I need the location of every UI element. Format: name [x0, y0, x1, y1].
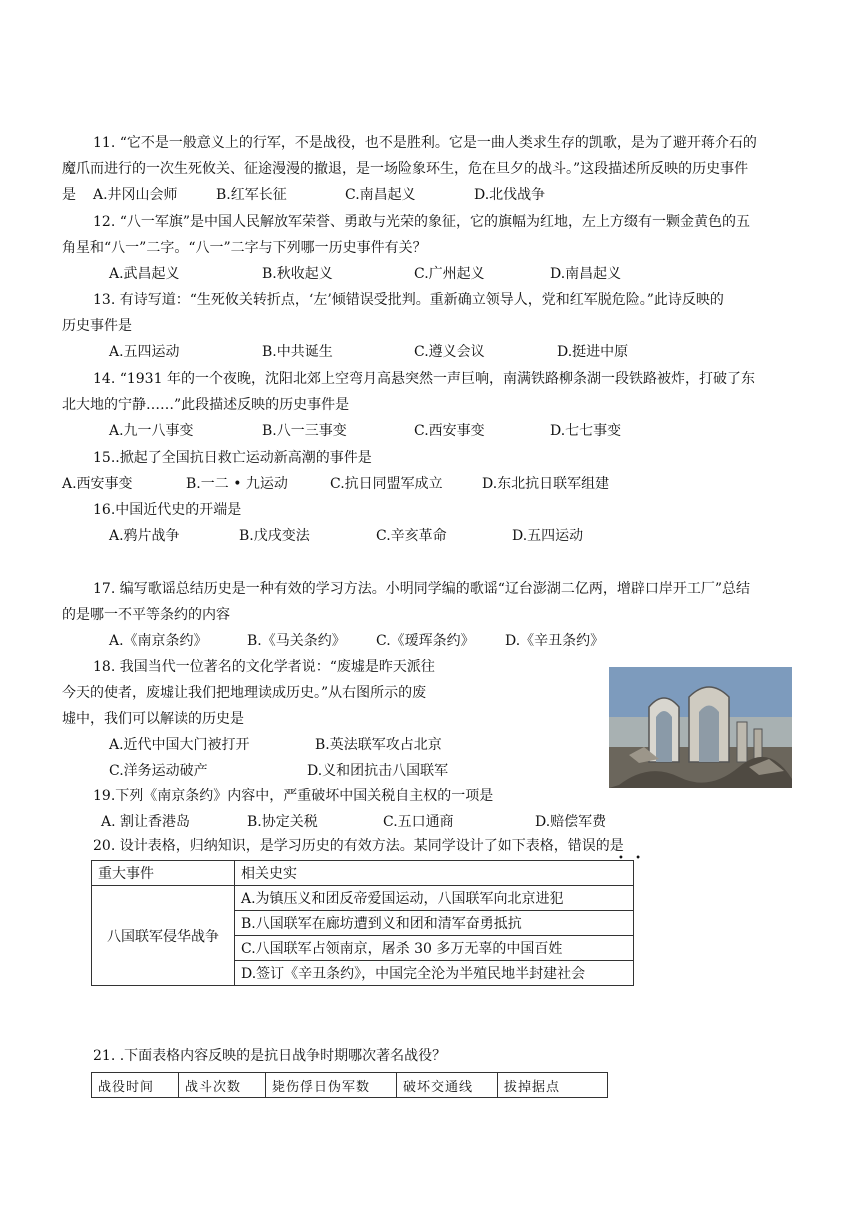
q18-option-d[interactable]: D.义和团抗击八国联军	[307, 763, 449, 779]
q17-option-c[interactable]: C.《瑷珲条约》	[376, 633, 475, 649]
q11-option-c[interactable]: C.南昌起义	[345, 187, 416, 203]
q14-line-1: 14. “1931 年的一个夜晚，沈阳北郊上空弯月高悬突然一声巨响，南满铁路柳条湖一段铁路被炸，打破了东	[93, 371, 755, 387]
q17-line-2: 的是哪一不平等条约的内容	[62, 607, 230, 623]
q17-option-d[interactable]: D.《辛丑条约》	[505, 633, 605, 649]
q19-option-d[interactable]: D.赔偿军费	[535, 814, 607, 830]
q19-option-b[interactable]: B.协定关税	[247, 814, 318, 830]
q20-header-facts: 相关史实	[235, 861, 634, 886]
q13-option-a[interactable]: A.五四运动	[109, 344, 180, 360]
q12-option-a[interactable]: A.武昌起义	[109, 266, 180, 282]
table-row	[92, 1073, 608, 1098]
q18-line-3: 墟中，我们可以解读的历史是	[62, 711, 244, 727]
q16-option-a[interactable]: A.鸦片战争	[109, 528, 180, 544]
q17-option-b[interactable]: B.《马关条约》	[247, 633, 346, 649]
q18-line-1: 18. 我国当代一位著名的文化学者说：“废墟是昨天派往	[93, 659, 435, 675]
q14-option-c[interactable]: C.西安事变	[414, 423, 485, 439]
q20-event-cell: 八国联军侵华战争	[92, 886, 235, 986]
q17-line-1: 17. 编写歌谣总结历史是一种有效的学习方法。小明同学编的歌谣“辽台澎湖二亿两，增辟口岸开工厂”总结	[93, 581, 751, 597]
q19-option-c[interactable]: C.五口通商	[383, 814, 454, 830]
q11-line-3: 是	[62, 187, 76, 203]
q21-table	[91, 1072, 608, 1098]
q20-fact-c: C.八国联军占领南京，屠杀 30 多万无辜的中国百姓	[235, 936, 634, 961]
q18-option-a[interactable]: A.近代中国大门被打开	[109, 737, 250, 753]
q16-option-c[interactable]: C.辛亥革命	[376, 528, 447, 544]
q13-option-d[interactable]: D.挺进中原	[557, 344, 629, 360]
q13-line-1: 13. 有诗写道：“生死攸关转折点，‘左’倾错误受批判。重新确立领导人，党和红军脱危险。”此诗反映的	[93, 292, 724, 308]
q18-option-c[interactable]: C.洋务运动破产	[109, 763, 208, 779]
q16-option-d[interactable]: D.五四运动	[512, 528, 584, 544]
q15-option-c[interactable]: C.抗日同盟军成立	[330, 476, 443, 492]
q21-header-casualties: 毙伤俘日伪军数	[266, 1073, 397, 1098]
ruins-photo-graphic	[609, 667, 792, 788]
q17-option-a[interactable]: A.《南京条约》	[109, 633, 208, 649]
q21-header-battles: 战斗次数	[179, 1073, 266, 1098]
q16-option-b[interactable]: B.戊戌变法	[239, 528, 310, 544]
q13-line-2: 历史事件是	[62, 318, 132, 334]
q20-line-1: 20. 设计表格，归纳知识，是学习历史的有效方法。某同学设计了如下表格，错误的是	[93, 838, 624, 854]
q12-line-2: 角星和“八一”二字。“八一”二字与下列哪一历史事件有关？	[62, 240, 427, 256]
q11-option-d[interactable]: D.北伐战争	[474, 187, 546, 203]
table-row	[92, 886, 634, 911]
table-row	[92, 861, 634, 886]
q19-option-a[interactable]: A. 割让香港岛	[101, 814, 191, 830]
q21-header-time: 战役时间	[92, 1073, 179, 1098]
q18-line-2: 今天的使者，废墟让我们把地理读成历史。”从右图所示的废	[62, 685, 427, 701]
q11-line-1: 11. “它不是一般意义上的行军，不是战役，也不是胜利。它是一曲人类求生存的凯歌，是为了避开蒋介石的	[93, 135, 757, 151]
q14-option-d[interactable]: D.七七事变	[550, 423, 622, 439]
q15-option-a[interactable]: A.西安事变	[62, 476, 133, 492]
q11-option-b[interactable]: B.红军长征	[216, 187, 287, 203]
q12-line-1: 12. “八一军旗”是中国人民解放军荣誉、勇敢与光荣的象征，它的旗幅为红地，左上方缀有一颗金黄色的五	[93, 214, 751, 230]
q20-table	[91, 860, 634, 986]
q16-line-1: 16.中国近代史的开端是	[93, 502, 242, 518]
q11-line-2: 魔爪而进行的一次生死攸关、征途漫漫的撤退，是一场险象环生，危在旦夕的战斗。”这段描述所反映的历史事件	[62, 161, 749, 177]
q14-option-a[interactable]: A.九一八事变	[109, 423, 194, 439]
q20-fact-a: A.为镇压义和团反帝爱国运动，八国联军向北京进犯	[235, 886, 634, 911]
q12-option-d[interactable]: D.南昌起义	[550, 266, 622, 282]
q19-line-1: 19.下列《南京条约》内容中，严重破坏中国关税自主权的一项是	[93, 788, 494, 804]
q20-fact-b: B.八国联军在廊坊遭到义和团和清军奋勇抵抗	[235, 911, 634, 936]
q18-option-b[interactable]: B.英法联军攻占北京	[315, 737, 442, 753]
q12-option-b[interactable]: B.秋收起义	[262, 266, 333, 282]
q15-option-d[interactable]: D.东北抗日联军组建	[482, 476, 610, 492]
q11-option-a[interactable]: A.井冈山会师	[93, 187, 178, 203]
q21-header-transport: 破坏交通线	[397, 1073, 498, 1098]
q21-line-1: 21. .下面表格内容反映的是抗日战争时期哪次著名战役？	[93, 1048, 447, 1064]
q14-line-2: 北大地的宁静……”此段描述反映的历史事件是	[62, 397, 350, 413]
q15-line-1: 15..掀起了全国抗日救亡运动新高潮的事件是	[93, 450, 372, 466]
q15-option-b[interactable]: B.一二 • 九运动	[186, 476, 288, 492]
ruins-photo	[609, 667, 792, 788]
q20-header-event: 重大事件	[92, 861, 235, 886]
q13-option-b[interactable]: B.中共诞生	[262, 344, 333, 360]
emphasis-dots: • •	[618, 853, 645, 864]
q12-option-c[interactable]: C.广州起义	[414, 266, 485, 282]
q21-header-strongholds: 拔掉据点	[498, 1073, 608, 1098]
q13-option-c[interactable]: C.遵义会议	[414, 344, 485, 360]
q14-option-b[interactable]: B.八一三事变	[262, 423, 347, 439]
q20-fact-d: D.签订《辛丑条约》，中国完全沦为半殖民地半封建社会	[235, 961, 634, 986]
